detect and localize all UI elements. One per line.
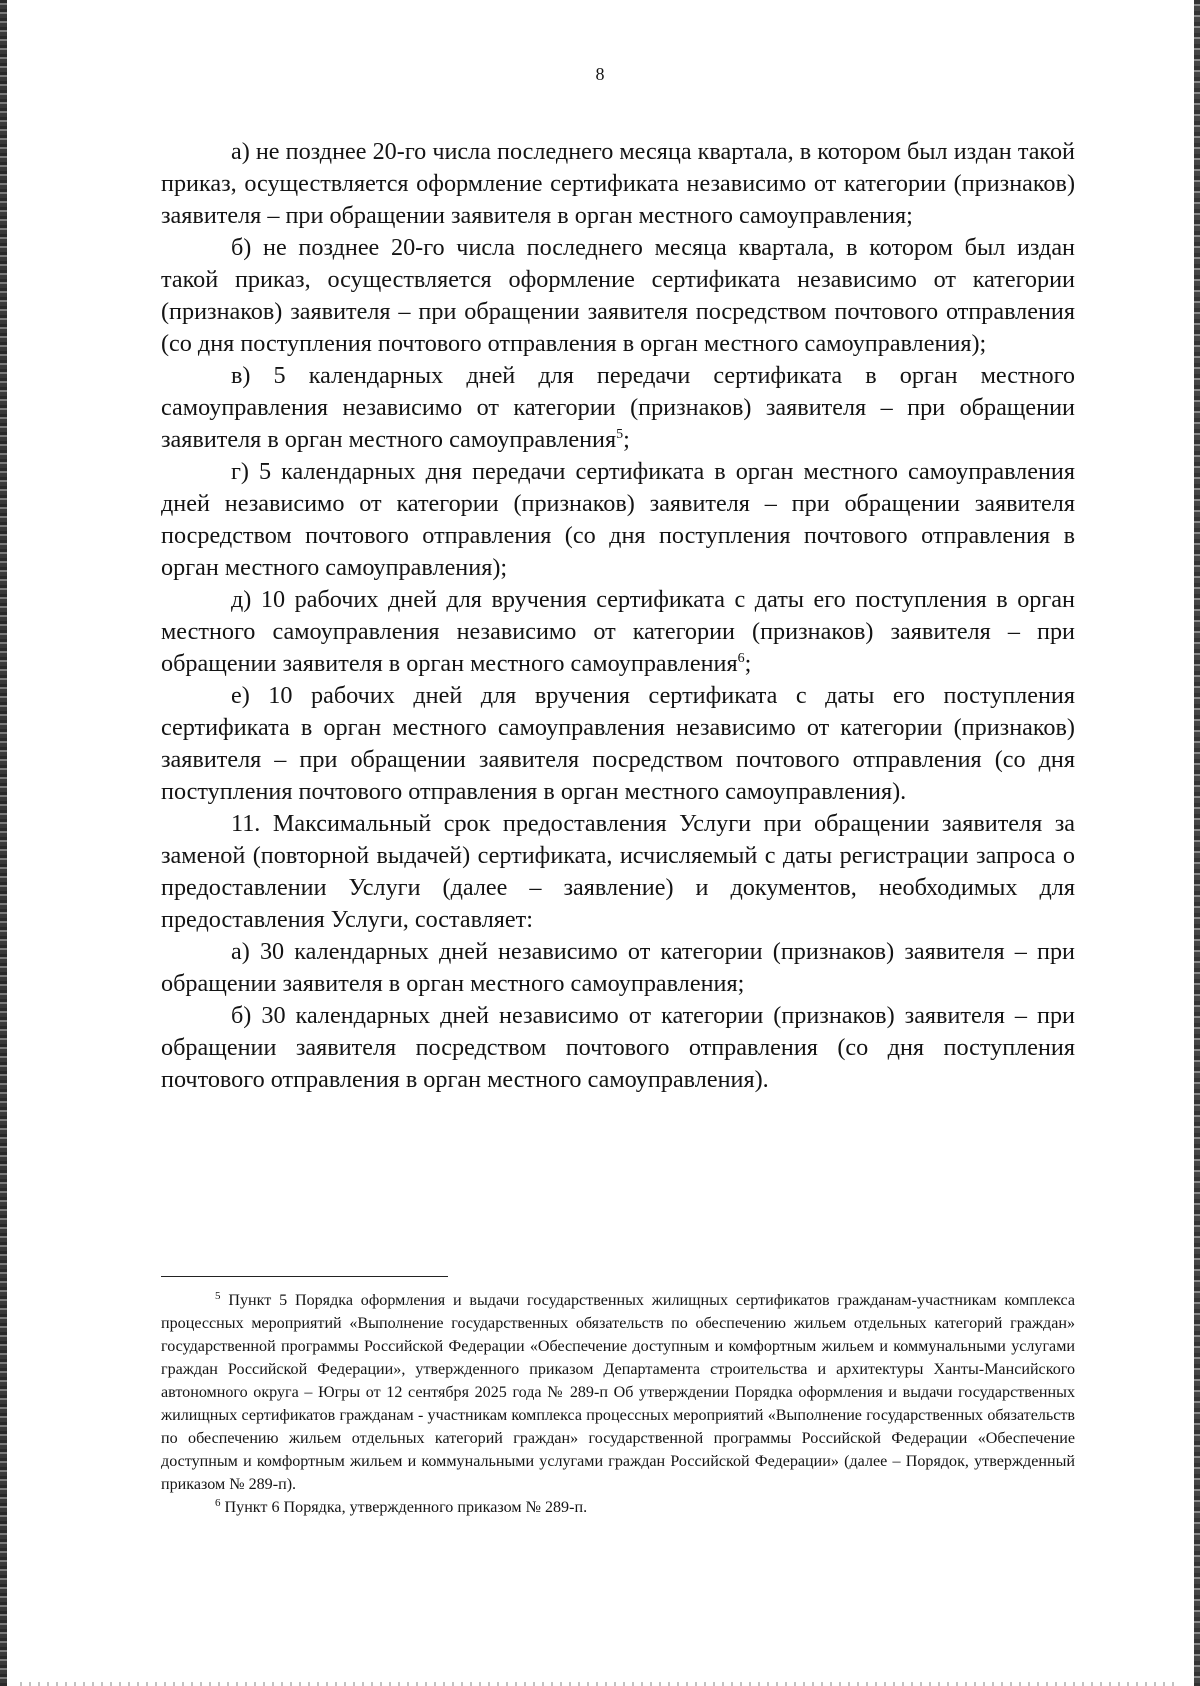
page-number: 8 <box>595 64 605 84</box>
paragraph: г) 5 календарных дня передачи сертификата в орган местного самоуправления дней независимо от категории (признаков) заявителя – при обращении заявителя посредством почтового отправления (со дня поступления почтового отправления в орган местного самоуправления); <box>161 458 1075 581</box>
paragraph: а) не позднее 20-го числа последнего месяца квартала, в котором был издан такой приказ, осуществляется оформление сертификата независимо от категории (признаков) заявителя – при обращении заявителя в орган местного самоуправления; <box>161 138 1075 229</box>
footnote-separator <box>161 1276 448 1277</box>
paragraph: е) 10 рабочих дней для вручения сертификата с даты его поступления сертификата в орган местного самоуправления независимо от категории (признаков) заявителя – при обращении заявителя посредством почтового отправления (со дня поступления почтового отправления в орган местного самоуправления). <box>161 682 1075 805</box>
footnote: $^5$ Пункт 5 Порядка оформления и выдачи государственных жилищных сертификатов гражданам-участникам комплекса процессных мероприятий «Выполнение государственных обязательств по обеспечению жильем отдельных категорий граждан» государственной программы Российской Федерации «Обеспечение доступным и комфортным жильем и коммунальными услугами граждан Российской Федерации», утвержденного приказом Департамента строительства и архитектуры Ханты-Мансийского автономного округа – Югры от 12 сентября 2025 года № 289-п Об утверждении Порядка оформления и выдачи государственных жилищных сертификатов гражданам - участникам комплекса процессных мероприятий «Выполнение государственных обязательств по обеспечению жильем отдельных категорий граждан» государственной программы Российской Федерации «Обеспечение доступным и комфортным жильем и коммунальными услугами граждан Российской Федерации» (далее – Порядок, утвержденный приказом № 289-п). <box>161 1290 1075 1493</box>
scan-edge-right <box>1194 0 1200 1686</box>
footnote-mark: 6 <box>215 1497 221 1509</box>
paragraph: б) не позднее 20-го числа последнего месяца квартала, в котором был издан такой приказ, осуществляется оформление сертификата независимо от категории (признаков) заявителя – при обращении заявителя посредством почтового отправления (со дня поступления почтового отправления в орган местного самоуправления); <box>161 234 1075 357</box>
scan-edge-bottom <box>20 1682 1180 1686</box>
scan-edge-left <box>0 0 7 1686</box>
paragraph: а) 30 календарных дней независимо от категории (признаков) заявителя – при обращении заявителя в орган местного самоуправления; <box>161 938 1075 997</box>
paragraph: в) 5 календарных дней для передачи сертификата в орган местного самоуправления независимо от категории (признаков) заявителя – при обращении заявителя в орган местного самоуправления$^5$; <box>161 362 1075 453</box>
main-text <box>161 136 1075 1096</box>
footnote: $^6$ Пункт 6 Порядка, утвержденного приказом № 289-п. <box>215 1497 588 1516</box>
paragraph: б) 30 календарных дней независимо от категории (признаков) заявителя – при обращении заявителя посредством почтового отправления (со дня поступления почтового отправления в орган местного самоуправления). <box>161 1002 1075 1093</box>
paragraph: 11. Максимальный срок предоставления Услуги при обращении заявителя за заменой (повторной выдачей) сертификата, исчисляемый с даты регистрации запроса о предоставлении Услуги (далее – заявление) и документов, необходимых для предоставления Услуги, составляет: <box>161 810 1075 933</box>
paragraph: д) 10 рабочих дней для вручения сертификата с даты его поступления в орган местного самоуправления независимо от категории (признаков) заявителя – при обращении заявителя в орган местного самоуправления$^6$; <box>161 586 1075 677</box>
footnote-ref[interactable]: 5 <box>616 427 624 442</box>
footnote-ref[interactable]: 6 <box>737 651 745 666</box>
footnotes <box>161 1289 1075 1519</box>
footnote-mark: 5 <box>215 1290 221 1302</box>
